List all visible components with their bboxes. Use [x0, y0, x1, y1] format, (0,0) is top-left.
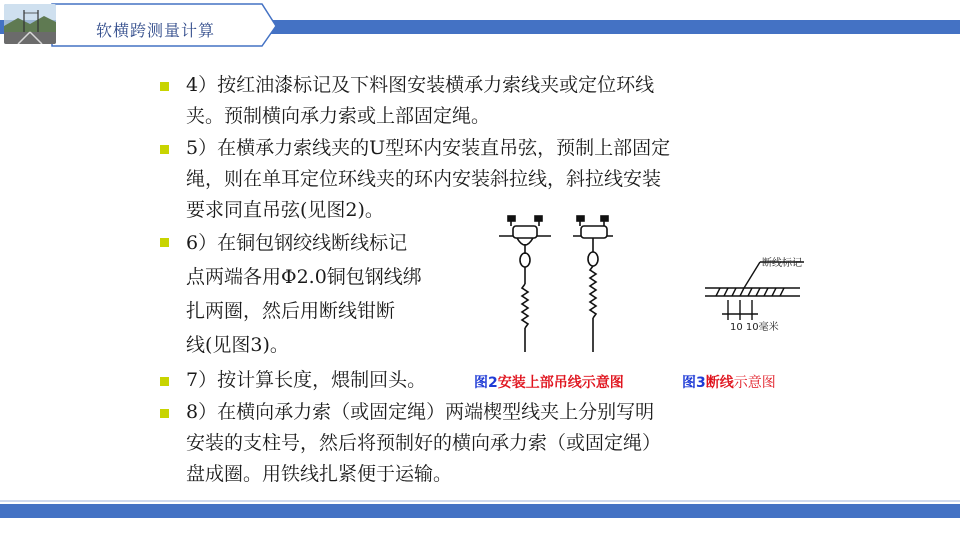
bullet-line: 4）按红油漆标记及下料图安装横承力索线夹或定位环线	[186, 74, 655, 96]
logo-image	[4, 4, 56, 44]
figure-3-cut-mark-label: 断线标记	[762, 258, 802, 269]
figure-3-dimension-label: 10 10毫米	[730, 322, 779, 333]
bullet-mark	[160, 82, 169, 91]
bullet-mark	[160, 377, 169, 386]
bullet-line: 点两端各用Φ2.0铜包钢线绑	[186, 266, 422, 288]
bullet-line: 绳，则在单耳定位环线夹的环内安装斜拉线，斜拉线安装	[186, 168, 662, 190]
figure-3-caption-text: 示意图	[733, 375, 776, 391]
bullet-line: 线(见图3)。	[186, 334, 289, 356]
footer-divider	[0, 500, 960, 502]
bullet-line: 扎两圈，然后用断线钳断	[186, 300, 396, 322]
bullet-line: 盘成圈。用铁线扎紧便于运输。	[186, 463, 453, 485]
header	[0, 0, 960, 48]
bullet-line: 5）在横承力索线夹的U型环内安装直吊弦，预制上部固定	[186, 137, 671, 159]
bullet-line: 夹。预制横向承力索或上部固定绳。	[186, 105, 491, 127]
footer-band	[0, 504, 960, 518]
bullet-line: 8）在横向承力索（或固定绳）两端楔型线夹上分别写明	[186, 401, 655, 423]
figure-2-dropper-illustration	[495, 212, 625, 362]
bullet-mark	[160, 145, 169, 154]
figure-3-caption	[682, 372, 776, 392]
bullet-item-5	[160, 133, 800, 226]
figure-2-caption	[474, 372, 624, 392]
bullet-item-7	[160, 365, 460, 396]
figure-2-caption-text: 安装上部吊线示意图	[497, 375, 624, 391]
page-title: 软横跨测量计算	[96, 21, 216, 40]
bullet-mark	[160, 238, 169, 247]
figure-2-caption-prefix: 图2	[474, 375, 498, 391]
bullet-line: 安装的支柱号，然后将预制好的横向承力索（或固定绳）	[186, 432, 662, 454]
bullet-line: 7）按计算长度，煨制回头。	[186, 369, 427, 391]
bullet-line: 要求同直吊弦(见图2)。	[186, 199, 384, 221]
bullet-item-4	[160, 70, 800, 132]
figure-3-caption-prefix: 图3	[682, 375, 706, 391]
bullet-line: 6）在铜包钢绞线断线标记	[186, 232, 408, 254]
bullet-item-6	[160, 226, 490, 362]
bullet-item-8	[160, 397, 800, 490]
figure-3-caption-mid: 断线	[705, 375, 734, 391]
bullet-mark	[160, 409, 169, 418]
